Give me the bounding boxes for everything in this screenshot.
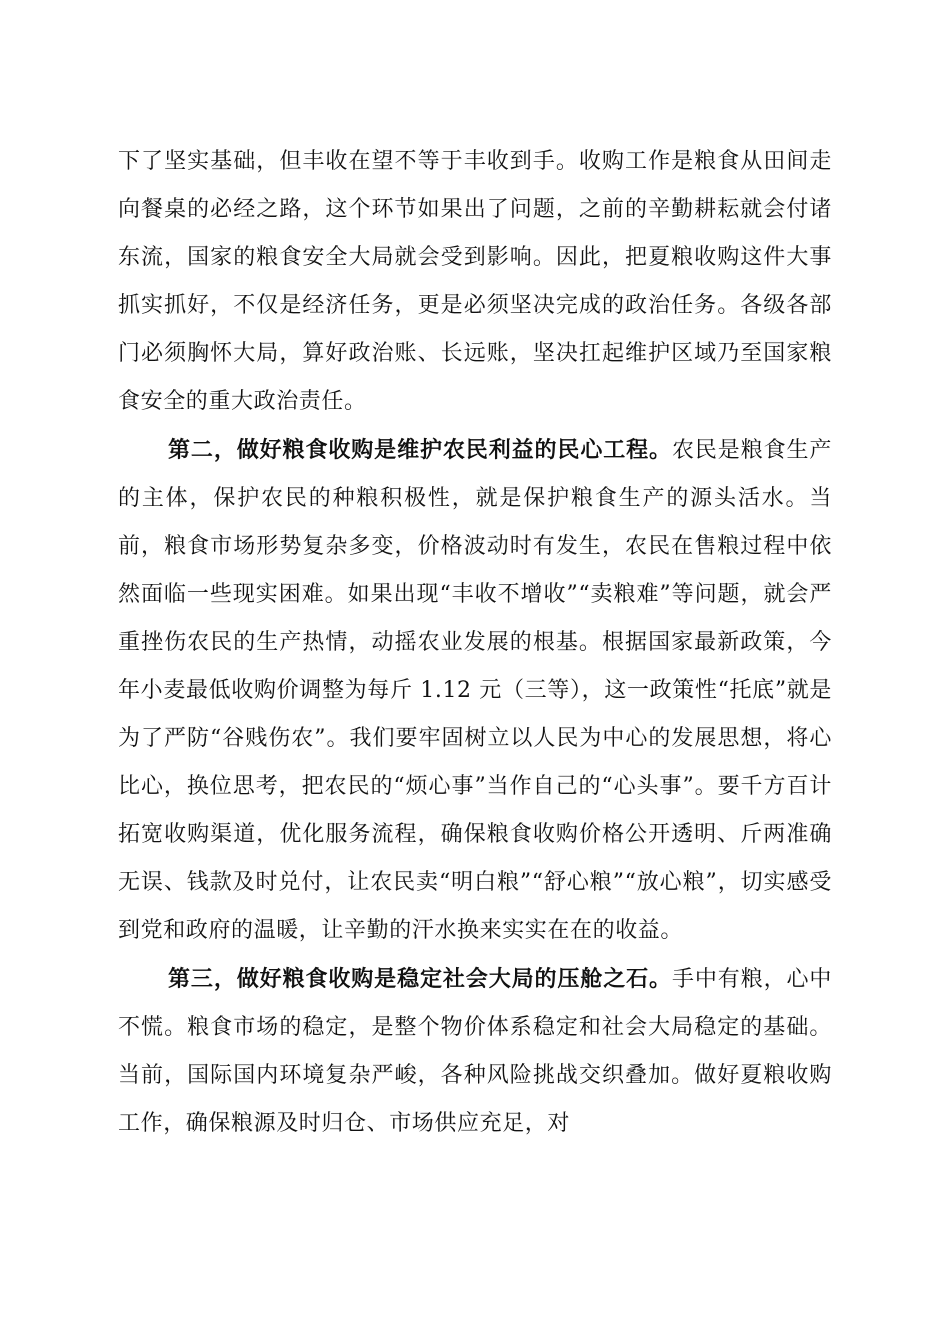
- paragraph-lead-heading: 第三，做好粮食收购是稳定社会大局的压舱之石。: [168, 966, 672, 992]
- paragraph-second-point: [118, 426, 832, 955]
- paragraph-text: 手中有粮，心中不慌。粮食市场的稳定，是整个物价体系稳定和社会大局稳定的基础。当前，国际国内环境复杂严峻，各种风险挑战交织叠加。做好夏粮收购工作，确保粮源及时归仓、市场供应充足，对: [118, 967, 833, 1136]
- paragraph-third-point: [118, 955, 832, 1148]
- document-body: [118, 138, 832, 1148]
- paragraph-continuation: [118, 138, 832, 426]
- paragraph-text: 农民是粮食生产的主体，保护农民的种粮积极性，就是保护粮食生产的源头活水。当前，粮食市场形势复杂多变，价格波动时有发生，农民在售粮过程中依然面临一些现实困难。如果出现“丰收不增收”“卖粮难”等问题，就会严重挫伤农民的生产热情，动摇农业发展的根基。根据国家最新政策，今年小麦最低收购价调整为每斤 1.12 元（三等），这一政策性“托底”就是为了严防“谷贱伤农”。我们要牢固树立以人民为中心的发展思想，将心比心，换位思考，把农民的“烦心事”当作自己的“心头事”。要千方百计拓宽收购渠道，优化服务流程，确保粮食收购价格公开透明、斤两准确无误、钱款及时兑付，让农民卖“明白粮”“舒心粮”“放心粮”，切实感受到党和政府的温暖，让辛勤的汗水换来实实在在的收益。: [118, 438, 833, 943]
- paragraph-lead-heading: 第二，做好粮食收购是维护农民利益的民心工程。: [168, 437, 672, 463]
- paragraph-text: 下了坚实基础，但丰收在望不等于丰收到手。收购工作是粮食从田间走向餐桌的必经之路，这个环节如果出了问题，之前的辛勤耕耘就会付诸东流，国家的粮食安全大局就会受到影响。因此，把夏粮收购这件大事抓实抓好，不仅是经济任务，更是必须坚决完成的政治任务。各级各部门必须胸怀大局，算好政治账、长远账，坚决扛起维护区域乃至国家粮食安全的重大政治责任。: [118, 149, 832, 414]
